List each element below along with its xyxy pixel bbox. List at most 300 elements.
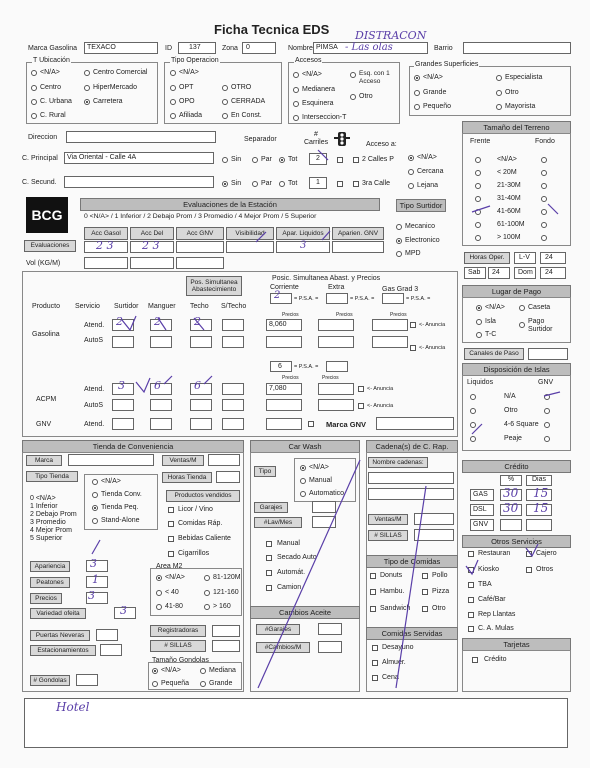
acpm-autos-label: AutoS: [84, 402, 104, 409]
tamano-fondo-radio-4[interactable]: [541, 209, 547, 215]
cadenas-header: Cadena(s) de C. Rap.: [366, 440, 458, 453]
tc-pizza-chk[interactable]: [422, 589, 428, 595]
acc-interseccion-label: Interseccion-T: [302, 114, 347, 121]
tipo-operacion-title: Tipo Operacion: [171, 57, 219, 64]
tamano-option-label-5: 61-100M: [497, 221, 525, 228]
surtidor-mpd-label: MPD: [405, 250, 421, 257]
gnv-atend-box-3[interactable]: [222, 418, 244, 430]
registradoras-field[interactable]: [212, 625, 240, 637]
marca-field[interactable]: TEXACO: [84, 42, 158, 54]
gas-price-extra[interactable]: [318, 319, 354, 331]
pago-isla-label: Isla: [485, 318, 496, 325]
gas-atend-box-3[interactable]: [222, 319, 244, 331]
tamano-fondo-radio-6[interactable]: [541, 235, 547, 241]
acc-esquinera-label: Esquinera: [302, 100, 334, 107]
tamano-frente-radio-4[interactable]: [475, 209, 481, 215]
acceso-na-radio[interactable]: [408, 155, 414, 161]
cw-manual-label: Manual: [309, 477, 332, 484]
carwash-header: Car Wash: [250, 440, 360, 453]
psa-label-2: = P.S.A. =: [350, 296, 375, 302]
tamano-option-label-1: < 20M: [497, 169, 517, 176]
horas-lv-value[interactable]: 24: [540, 252, 566, 264]
acceso-cercana-radio[interactable]: [408, 169, 414, 175]
gas-price-grad3[interactable]: [372, 319, 408, 331]
cw-item-secado-label: Secado Auto: [277, 554, 317, 561]
ubicacion-centro-radio[interactable]: [31, 85, 37, 91]
gasolina-label: Gasolina: [32, 331, 60, 338]
tamano-frente-radio-1[interactable]: [475, 170, 481, 176]
disp-option-label-1: Otro: [504, 407, 518, 414]
tamano-frente-radio-6[interactable]: [475, 235, 481, 241]
grandes-otro-radio[interactable]: [496, 90, 502, 96]
acpm-autos-extra[interactable]: [318, 399, 354, 411]
grandes-pequeno-radio[interactable]: [414, 104, 420, 110]
col-surtidor: Surtidor: [114, 303, 139, 310]
tc-donuts-label: Donuts: [380, 572, 403, 579]
direccion-field[interactable]: [66, 131, 216, 143]
ubicacion-centro-label: Centro: [40, 84, 62, 91]
cw-na-radio[interactable]: [300, 465, 306, 471]
cs-tot-radio[interactable]: [279, 181, 285, 187]
acpm-atend-box-3[interactable]: [222, 383, 244, 395]
area-160-radio[interactable]: [204, 604, 210, 610]
tamano-fondo-radio-3[interactable]: [541, 196, 547, 202]
pos-sim-button: Pos. Simultanea Abastecimiento: [186, 276, 242, 296]
tamano-frente-radio-3[interactable]: [475, 196, 481, 202]
tamano-header: Tamaño del Terreno: [462, 121, 571, 134]
gas-autos-extra[interactable]: [318, 336, 354, 348]
estacionamientos-field[interactable]: [100, 644, 122, 656]
op-opt-label: OPT: [179, 84, 194, 91]
n-cambios-label: #Cambios/M: [256, 642, 310, 653]
grandes-esp-radio[interactable]: [496, 75, 502, 81]
corriente-psa-hw: 2: [274, 290, 281, 301]
ubicacion-rural-radio[interactable]: [31, 113, 37, 119]
marca-gnv-field[interactable]: [376, 417, 454, 430]
grandes-mayorista-radio[interactable]: [496, 104, 502, 110]
disp-gnv-radio-1[interactable]: [544, 408, 550, 414]
area-81-radio[interactable]: [204, 575, 210, 581]
tamano-frente-radio-2[interactable]: [475, 183, 481, 189]
horas-tienda-field[interactable]: [216, 471, 240, 483]
tc-sandwich-label: Sandwich: [380, 605, 411, 612]
precios-label-3: Precios: [390, 312, 407, 318]
acceso-na-label: <N/A>: [417, 154, 437, 161]
cw-item-manual-chk[interactable]: [266, 541, 272, 547]
cw-item-camion-chk[interactable]: [266, 585, 272, 591]
disp-gnv-radio-2[interactable]: [544, 422, 550, 428]
precios-label: Precios: [30, 593, 62, 604]
cp-sin-label: Sin: [231, 156, 242, 163]
gas-autos-box-1[interactable]: [150, 336, 172, 348]
op-na-label: <N/A>: [179, 69, 199, 76]
acpm-psa-extra[interactable]: [326, 361, 348, 372]
area-121-label: 121-160: [213, 589, 239, 596]
area-121-radio[interactable]: [204, 590, 210, 596]
pago-surtidor-radio[interactable]: [519, 322, 525, 328]
cp-chk2[interactable]: [353, 157, 359, 163]
gnv-atend-label: Atend.: [84, 421, 105, 428]
tg-na-radio[interactable]: [152, 668, 158, 674]
gondolas-field[interactable]: [76, 674, 98, 686]
gas-anuncia-chk[interactable]: [410, 322, 416, 328]
sillas-field[interactable]: [212, 640, 240, 652]
cs-par-radio[interactable]: [252, 181, 258, 187]
nombre-handwriting-2: - Las olas: [345, 42, 393, 53]
cs-chk1[interactable]: [337, 181, 343, 187]
ubicacion-hiper-label: HiperMercado: [93, 84, 137, 91]
direccion-label: Direccion: [28, 134, 58, 141]
cw-manual-radio[interactable]: [300, 478, 306, 484]
acceso-lejana-label: Lejana: [417, 182, 439, 189]
surtidor-electronico-radio[interactable]: [396, 238, 402, 244]
grandes-title: Grandes Superficies: [415, 61, 479, 68]
cs-almuer-label: Almuer.: [382, 659, 406, 666]
cs-cena-chk[interactable]: [372, 675, 378, 681]
conveniencia-header: Tienda de Conveniencia: [22, 440, 244, 453]
cw-auto-radio[interactable]: [300, 491, 306, 497]
disp-liquidos-radio-2[interactable]: [470, 422, 476, 428]
tienda-peq-radio[interactable]: [92, 505, 98, 511]
nombre-cadenas-label: Nombre cadenas:: [368, 457, 428, 468]
grandes-otro-label: Otro: [505, 89, 519, 96]
cp-sin-radio[interactable]: [222, 157, 228, 163]
acceso-lejana-radio[interactable]: [408, 183, 414, 189]
gas-autos-price[interactable]: [266, 336, 302, 348]
otros-mulas-chk[interactable]: [468, 626, 474, 632]
cadenas-ventas-field[interactable]: [414, 513, 454, 525]
tc-otro-chk[interactable]: [422, 606, 428, 612]
ubicacion-urbana-radio[interactable]: [31, 99, 37, 105]
carriles-label: # Carriles: [304, 131, 329, 146]
grandes-na-label: <N/A>: [423, 74, 443, 81]
nombre-field[interactable]: PIMSA: [313, 42, 428, 54]
acpm-autos-box-1[interactable]: [150, 399, 172, 411]
acpm-anuncia-label: <- Anuncia: [367, 386, 394, 392]
id-field[interactable]: 137: [178, 42, 216, 54]
ubicacion-na-radio[interactable]: [31, 70, 37, 76]
zona-label: Zona: [222, 45, 238, 52]
gas-atend-label: Atend.: [84, 322, 105, 329]
credito-gas-pct-hw: 30: [503, 486, 519, 500]
vol-label: Vol (KG/M): [26, 260, 61, 267]
disp-liquidos-radio-3[interactable]: [470, 436, 476, 442]
cadenas-field-2[interactable]: [368, 488, 454, 500]
pago-isla-radio[interactable]: [476, 319, 482, 325]
horas-sab-value[interactable]: 24: [488, 267, 510, 279]
pv-cigarrillos-chk[interactable]: [168, 551, 174, 557]
op-na-radio[interactable]: [170, 70, 176, 76]
credito-dsl-dias-hw: 15: [533, 501, 549, 515]
tg-mediana-radio[interactable]: [200, 668, 206, 674]
grad3-psa-field[interactable]: [382, 293, 404, 304]
grandes-na-radio[interactable]: [414, 75, 420, 81]
eval-col-visibilidad: Visibilidad: [226, 227, 274, 240]
eval-acc-gnv-field[interactable]: [176, 241, 224, 253]
pago-tc-radio[interactable]: [476, 332, 482, 338]
eval-col-acc-del: Acc Del: [130, 227, 174, 240]
tg-mediana-label: Mediana: [209, 667, 236, 674]
vol-field-1[interactable]: [84, 257, 128, 269]
acpm-psa-field[interactable]: 6: [270, 361, 292, 372]
otros-otros-chk[interactable]: [526, 567, 532, 573]
disp-option-label-2: 4-6 Square: [504, 421, 539, 428]
tc-donuts-chk[interactable]: [370, 573, 376, 579]
eval-col-aparien-gnv: Aparien. GNV: [332, 227, 384, 240]
garajes-field[interactable]: [312, 501, 336, 513]
acpm-anuncia-chk[interactable]: [358, 386, 364, 392]
cs-chk2[interactable]: [353, 181, 359, 187]
sillas-label: # SILLAS: [150, 640, 206, 652]
credito-gnv-label: GNV: [470, 519, 494, 531]
tamano-frente-label: Frente: [470, 138, 491, 145]
variedad-label: Variedad ofeita: [30, 608, 86, 619]
tienda-conv-radio[interactable]: [92, 492, 98, 498]
surtidor-mecanico-radio[interactable]: [396, 224, 402, 230]
acc-esq-radio[interactable]: [350, 72, 356, 78]
disp-gnv-radio-3[interactable]: [544, 436, 550, 442]
op-const-radio[interactable]: [222, 113, 228, 119]
area-160-label: > 160: [213, 603, 231, 610]
otros-llantas-label: Rep Llantas: [478, 611, 516, 618]
area-40-label: < 40: [165, 589, 179, 596]
pv-comidas-chk[interactable]: [168, 521, 174, 527]
tc-hambu-chk[interactable]: [370, 589, 376, 595]
gnv-atend-box-1[interactable]: [150, 418, 172, 430]
cp-tot-radio[interactable]: [279, 157, 285, 163]
otros-cafe-chk[interactable]: [468, 597, 474, 603]
gnv-chk[interactable]: [308, 421, 314, 427]
tamano-option-label-6: > 100M: [497, 234, 521, 241]
tamano-frente-radio-0[interactable]: [475, 157, 481, 163]
otros-kiosko-chk[interactable]: [468, 567, 474, 573]
eval-visibilidad-field[interactable]: [226, 241, 274, 253]
ubicacion-cc-radio[interactable]: [84, 70, 90, 76]
vol-field-3[interactable]: [176, 257, 224, 269]
op-opo-radio[interactable]: [170, 99, 176, 105]
cadenas-sillas-label: # SILLAS: [368, 530, 408, 541]
tamano-fondo-radio-0[interactable]: [541, 157, 547, 163]
extra-psa-field[interactable]: [326, 293, 348, 304]
acpm-autos-box-0[interactable]: [112, 399, 134, 411]
op-cerrada-radio[interactable]: [222, 99, 228, 105]
grandes-grande-radio[interactable]: [414, 90, 420, 96]
area-40-radio[interactable]: [156, 590, 162, 596]
acc-interseccion-radio[interactable]: [293, 115, 299, 121]
tc-pizza-label: Pizza: [432, 588, 450, 595]
cs-calles-label: 3ra Calle: [362, 180, 391, 187]
pago-caseta-radio[interactable]: [519, 305, 525, 311]
otros-restauran-chk[interactable]: [468, 551, 474, 557]
cs-almuer-chk[interactable]: [372, 660, 378, 666]
conv-ventas-field[interactable]: [208, 454, 240, 466]
cs-desayuno-chk[interactable]: [372, 645, 378, 651]
peatones-hw: 1: [92, 573, 99, 586]
otros-llantas-chk[interactable]: [468, 612, 474, 618]
corriente-label: Corriente: [270, 284, 299, 291]
c-principal-field[interactable]: Via Oriental - Calle 4A: [64, 152, 214, 164]
vol-field-2[interactable]: [130, 257, 174, 269]
credito-gas-label: GAS: [470, 489, 494, 501]
cw-na-label: <N/A>: [309, 464, 329, 471]
nombre-label: Nombre: [288, 45, 313, 52]
horas-lv-field[interactable]: L-V: [514, 252, 536, 264]
conv-marca-label: Marca: [26, 455, 62, 466]
surtidor-electronico-label: Electronico: [405, 237, 440, 244]
canales-label: Canales de Paso: [464, 348, 524, 360]
tc-pollo-chk[interactable]: [422, 573, 428, 579]
acc-esquinera-radio[interactable]: [293, 101, 299, 107]
pv-bebidas-chk[interactable]: [168, 536, 174, 542]
area-na-radio[interactable]: [156, 575, 162, 581]
gas-grad-label: Gas Grad 3: [382, 286, 419, 293]
op-otro-radio[interactable]: [222, 85, 228, 91]
disp-liquidos-radio-1[interactable]: [470, 408, 476, 414]
pv-cigarrillos-label: Cigarrillos: [178, 550, 210, 557]
acc-medianera-radio[interactable]: [293, 87, 299, 93]
gas-price-field[interactable]: 8,060: [266, 319, 302, 331]
tamano-fondo-radio-1[interactable]: [541, 170, 547, 176]
barrio-field[interactable]: [463, 42, 571, 54]
col-servicio: Servicio: [75, 303, 100, 310]
gas-autos-grad3[interactable]: [372, 336, 408, 348]
acpm-precios-label-1: Precios: [282, 375, 299, 381]
disp-gnv-radio-0[interactable]: [544, 394, 550, 400]
gas-autos-box-3[interactable]: [222, 336, 244, 348]
otros-cajero-chk[interactable]: [526, 551, 532, 557]
conv-marca-field[interactable]: [68, 454, 154, 466]
puertas-label: Puertas Neveras: [30, 630, 90, 641]
tarjetas-header: Tarjetas: [462, 638, 571, 651]
canales-field[interactable]: [528, 348, 568, 360]
surtidor-mpd-radio[interactable]: [396, 251, 402, 257]
c-secund-field[interactable]: [64, 176, 214, 188]
cw-auto-label: Automatico: [309, 490, 345, 497]
tamano-frente-radio-5[interactable]: [475, 222, 481, 228]
eval-aparien-gnv-field[interactable]: [332, 241, 384, 253]
c-principal-label: C. Principal: [22, 155, 58, 162]
precios-hw: 3: [88, 589, 95, 602]
gnv-atend-box-2[interactable]: [190, 418, 212, 430]
tc-sandwich-chk[interactable]: [370, 606, 376, 612]
op-opo-label: OPO: [179, 98, 195, 105]
apariencia-label: Apariencia: [30, 561, 70, 572]
gnv-label: GNV: [36, 421, 52, 428]
disp-liquidos-radio-0[interactable]: [470, 394, 476, 400]
tamano-fondo-label: Fondo: [535, 138, 555, 145]
ubicacion-carretera-radio[interactable]: [84, 99, 90, 105]
credito-header: Crédito: [462, 460, 571, 473]
eval-apar-liquidos-hw: 3: [300, 240, 307, 251]
area-na-label: <N/A>: [165, 574, 185, 581]
acpm-price-field[interactable]: 7,080: [266, 383, 302, 395]
notes-field[interactable]: [24, 698, 568, 748]
credito-gnv-dias[interactable]: [526, 519, 552, 531]
comidas-servidas-header: Comidas Servidas: [366, 627, 458, 640]
cs-carriles-field[interactable]: 1: [309, 177, 327, 189]
acc-medianera-label: Medianera: [302, 86, 336, 93]
gnv-atend-box-0[interactable]: [112, 418, 134, 430]
acpm-autos-box-2[interactable]: [190, 399, 212, 411]
ubicacion-cc-label: Centro Comercial: [93, 69, 148, 76]
c-secund-label: C. Secund.: [22, 179, 57, 186]
gas-autos-box-2[interactable]: [190, 336, 212, 348]
n-garajes-field[interactable]: [318, 623, 342, 635]
otros-tba-chk[interactable]: [468, 582, 474, 588]
grandes-pequeno-label: Pequeño: [423, 103, 452, 110]
otros-header: Otros Servicios: [462, 535, 571, 548]
op-cerrada-label: CERRADA: [231, 98, 266, 105]
op-const-label: En Const.: [231, 112, 262, 119]
tg-pequena-radio[interactable]: [152, 681, 158, 687]
area-4180-radio[interactable]: [156, 604, 162, 610]
tg-grande-radio[interactable]: [200, 681, 206, 687]
cadenas-field-1[interactable]: [368, 472, 454, 484]
tamano-option-label-3: 31-40M: [497, 195, 521, 202]
cp-par-radio[interactable]: [252, 157, 258, 163]
acpm-anuncia2-chk[interactable]: [358, 403, 364, 409]
puertas-field[interactable]: [96, 629, 118, 641]
pv-licor-chk[interactable]: [168, 507, 174, 513]
pago-na-label: <N/A>: [485, 304, 505, 311]
acpm-autos-box-3[interactable]: [222, 399, 244, 411]
horas-dom-value[interactable]: 24: [540, 267, 566, 279]
pago-na-radio[interactable]: [476, 305, 482, 311]
cadenas-sillas-field[interactable]: [414, 529, 454, 541]
ubicacion-carretera-label: Carretera: [93, 98, 123, 105]
credito-gnv-pct[interactable]: [500, 519, 522, 531]
tienda-stand-radio[interactable]: [92, 518, 98, 524]
surtidor-mecanico-label: Mecanico: [405, 223, 435, 230]
gas-autos-box-0[interactable]: [112, 336, 134, 348]
horas-sab-field[interactable]: Sab: [464, 267, 486, 279]
acpm-price-extra[interactable]: [318, 383, 354, 395]
cp-chk1[interactable]: [337, 157, 343, 163]
psa-label-3: = P.S.A. =: [406, 296, 431, 302]
gas-anuncia2-chk[interactable]: [410, 345, 416, 351]
cs-sin-radio[interactable]: [222, 181, 228, 187]
op-opt-radio[interactable]: [170, 85, 176, 91]
zona-field[interactable]: 0: [242, 42, 276, 54]
tamano-fondo-radio-2[interactable]: [541, 183, 547, 189]
cp-carriles-field[interactable]: 2: [309, 153, 327, 165]
cw-item-secado-chk[interactable]: [266, 555, 272, 561]
tipo-tienda-label: Tipo Tienda: [26, 471, 78, 482]
tamano-fondo-radio-5[interactable]: [541, 222, 547, 228]
gnv-price-field[interactable]: [266, 418, 302, 430]
area-81-label: 81-120M: [213, 574, 241, 581]
conv-ventas-label: Ventas/M: [162, 455, 204, 466]
cs-sin-label: Sin: [231, 180, 242, 187]
acpm-hw-1: 6: [154, 379, 161, 392]
cs-par-label: Par: [261, 180, 272, 187]
tarjetas-credito-chk[interactable]: [472, 657, 478, 663]
ubicacion-hiper-radio[interactable]: [84, 85, 90, 91]
col-manguer: Manguer: [148, 303, 176, 310]
n-cambios-field[interactable]: [318, 641, 342, 653]
acc-na-radio[interactable]: [293, 72, 299, 78]
cw-item-automat-chk[interactable]: [266, 570, 272, 576]
tarjetas-group: [462, 650, 571, 692]
lav-mes-field[interactable]: [312, 516, 336, 528]
horas-dom-field[interactable]: Dom: [514, 267, 536, 279]
acpm-autos-price[interactable]: [266, 399, 302, 411]
acc-otro-radio[interactable]: [350, 94, 356, 100]
conv-scale: 0 <N/A> 1 Inferior 2 Debajo Prom 3 Promedio 4 Mejor Prom 5 Superior: [30, 495, 77, 542]
cs-tot-label: Tot: [288, 180, 298, 187]
op-afiliada-radio[interactable]: [170, 113, 176, 119]
tienda-na-radio[interactable]: [92, 479, 98, 485]
